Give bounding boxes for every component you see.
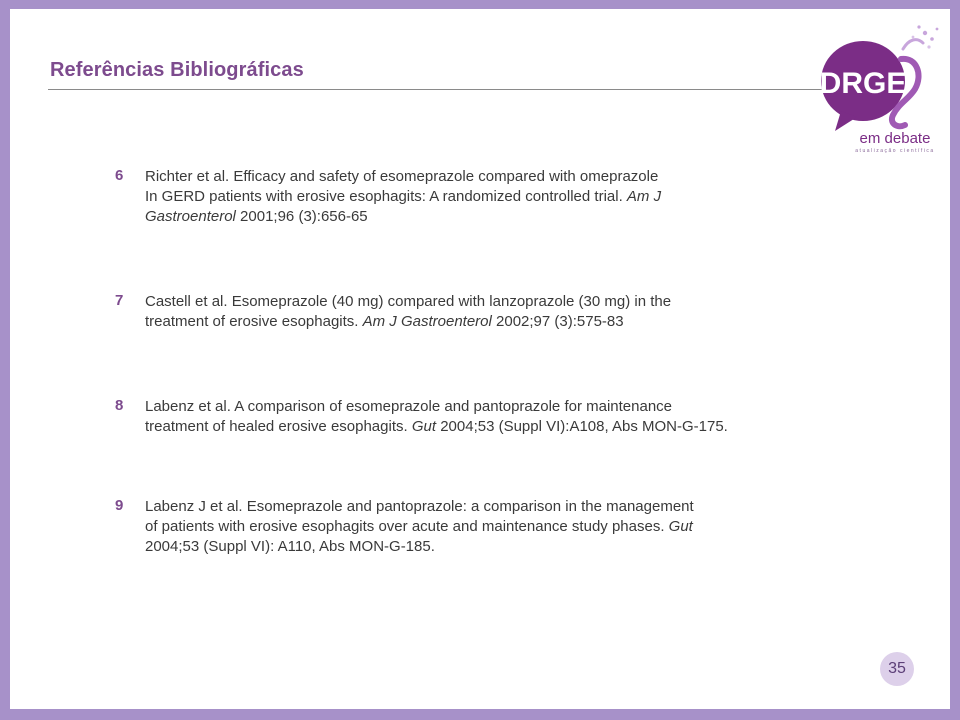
reference-number: 9 (115, 497, 124, 514)
logo-subtitle: atualização científica (855, 148, 935, 154)
reference-text (145, 397, 865, 437)
reference-text-segment: Labenz J et al. Esomeprazole and pantoprazole: a comparison in the management (145, 498, 694, 515)
reference-text (145, 167, 865, 227)
title-divider (48, 89, 838, 90)
reference-line (145, 207, 865, 227)
reference-text-segment: of patients with erosive esophagits over acute and maintenance study phases. (145, 518, 669, 535)
reference-number: 6 (115, 167, 124, 184)
reference-text-segment: treatment of healed erosive esophagits. (145, 418, 412, 435)
journal-name: Am J (626, 188, 662, 205)
reference-text (145, 497, 865, 557)
reference-text (145, 292, 865, 332)
reference-text-segment: 2004;53 (Suppl VI):A108, Abs MON-G-175. (436, 418, 728, 435)
journal-name: Gut (411, 418, 437, 435)
reference-text-segment: treatment of erosive esophagits. (145, 313, 363, 330)
page-number-badge: 35 (880, 652, 914, 686)
reference-line (145, 167, 865, 187)
slide (10, 9, 950, 709)
reference-text-segment: Castell et al. Esomeprazole (40 mg) compared with lanzoprazole (30 mg) in the (145, 293, 672, 310)
reference-text-segment: In GERD patients with erosive esophagits: A randomized controlled trial. (145, 188, 627, 205)
reference-line (145, 312, 865, 332)
reference-line (145, 417, 865, 437)
reference-number: 8 (115, 397, 124, 414)
reference-line (145, 397, 865, 417)
reference-line (145, 537, 865, 557)
reference-text-segment: 2001;96 (3):656-65 (235, 208, 368, 225)
reference-text-segment: Richter et al. Efficacy and safety of esomeprazole compared with omeprazole (145, 168, 659, 185)
logo-main-text: DRGE (819, 67, 907, 100)
reference-line (145, 292, 865, 312)
reference-line (145, 517, 865, 537)
reference-text-segment: 2004;53 (Suppl VI): A110, Abs MON-G-185. (145, 538, 435, 555)
page-title: Referências Bibliográficas (50, 59, 304, 81)
journal-name: Am J Gastroenterol (362, 313, 492, 330)
journal-name: Gut (668, 518, 693, 535)
reference-number: 7 (115, 292, 124, 309)
drge-logo (813, 19, 953, 154)
reference-line (145, 187, 865, 207)
reference-text-segment: Labenz et al. A comparison of esomeprazole and pantoprazole for maintenance (145, 398, 673, 415)
journal-name: Gastroenterol (145, 208, 236, 225)
logo-tagline: em debate (859, 130, 931, 147)
reference-line (145, 497, 865, 517)
reference-text-segment: 2002;97 (3):575-83 (491, 313, 624, 330)
